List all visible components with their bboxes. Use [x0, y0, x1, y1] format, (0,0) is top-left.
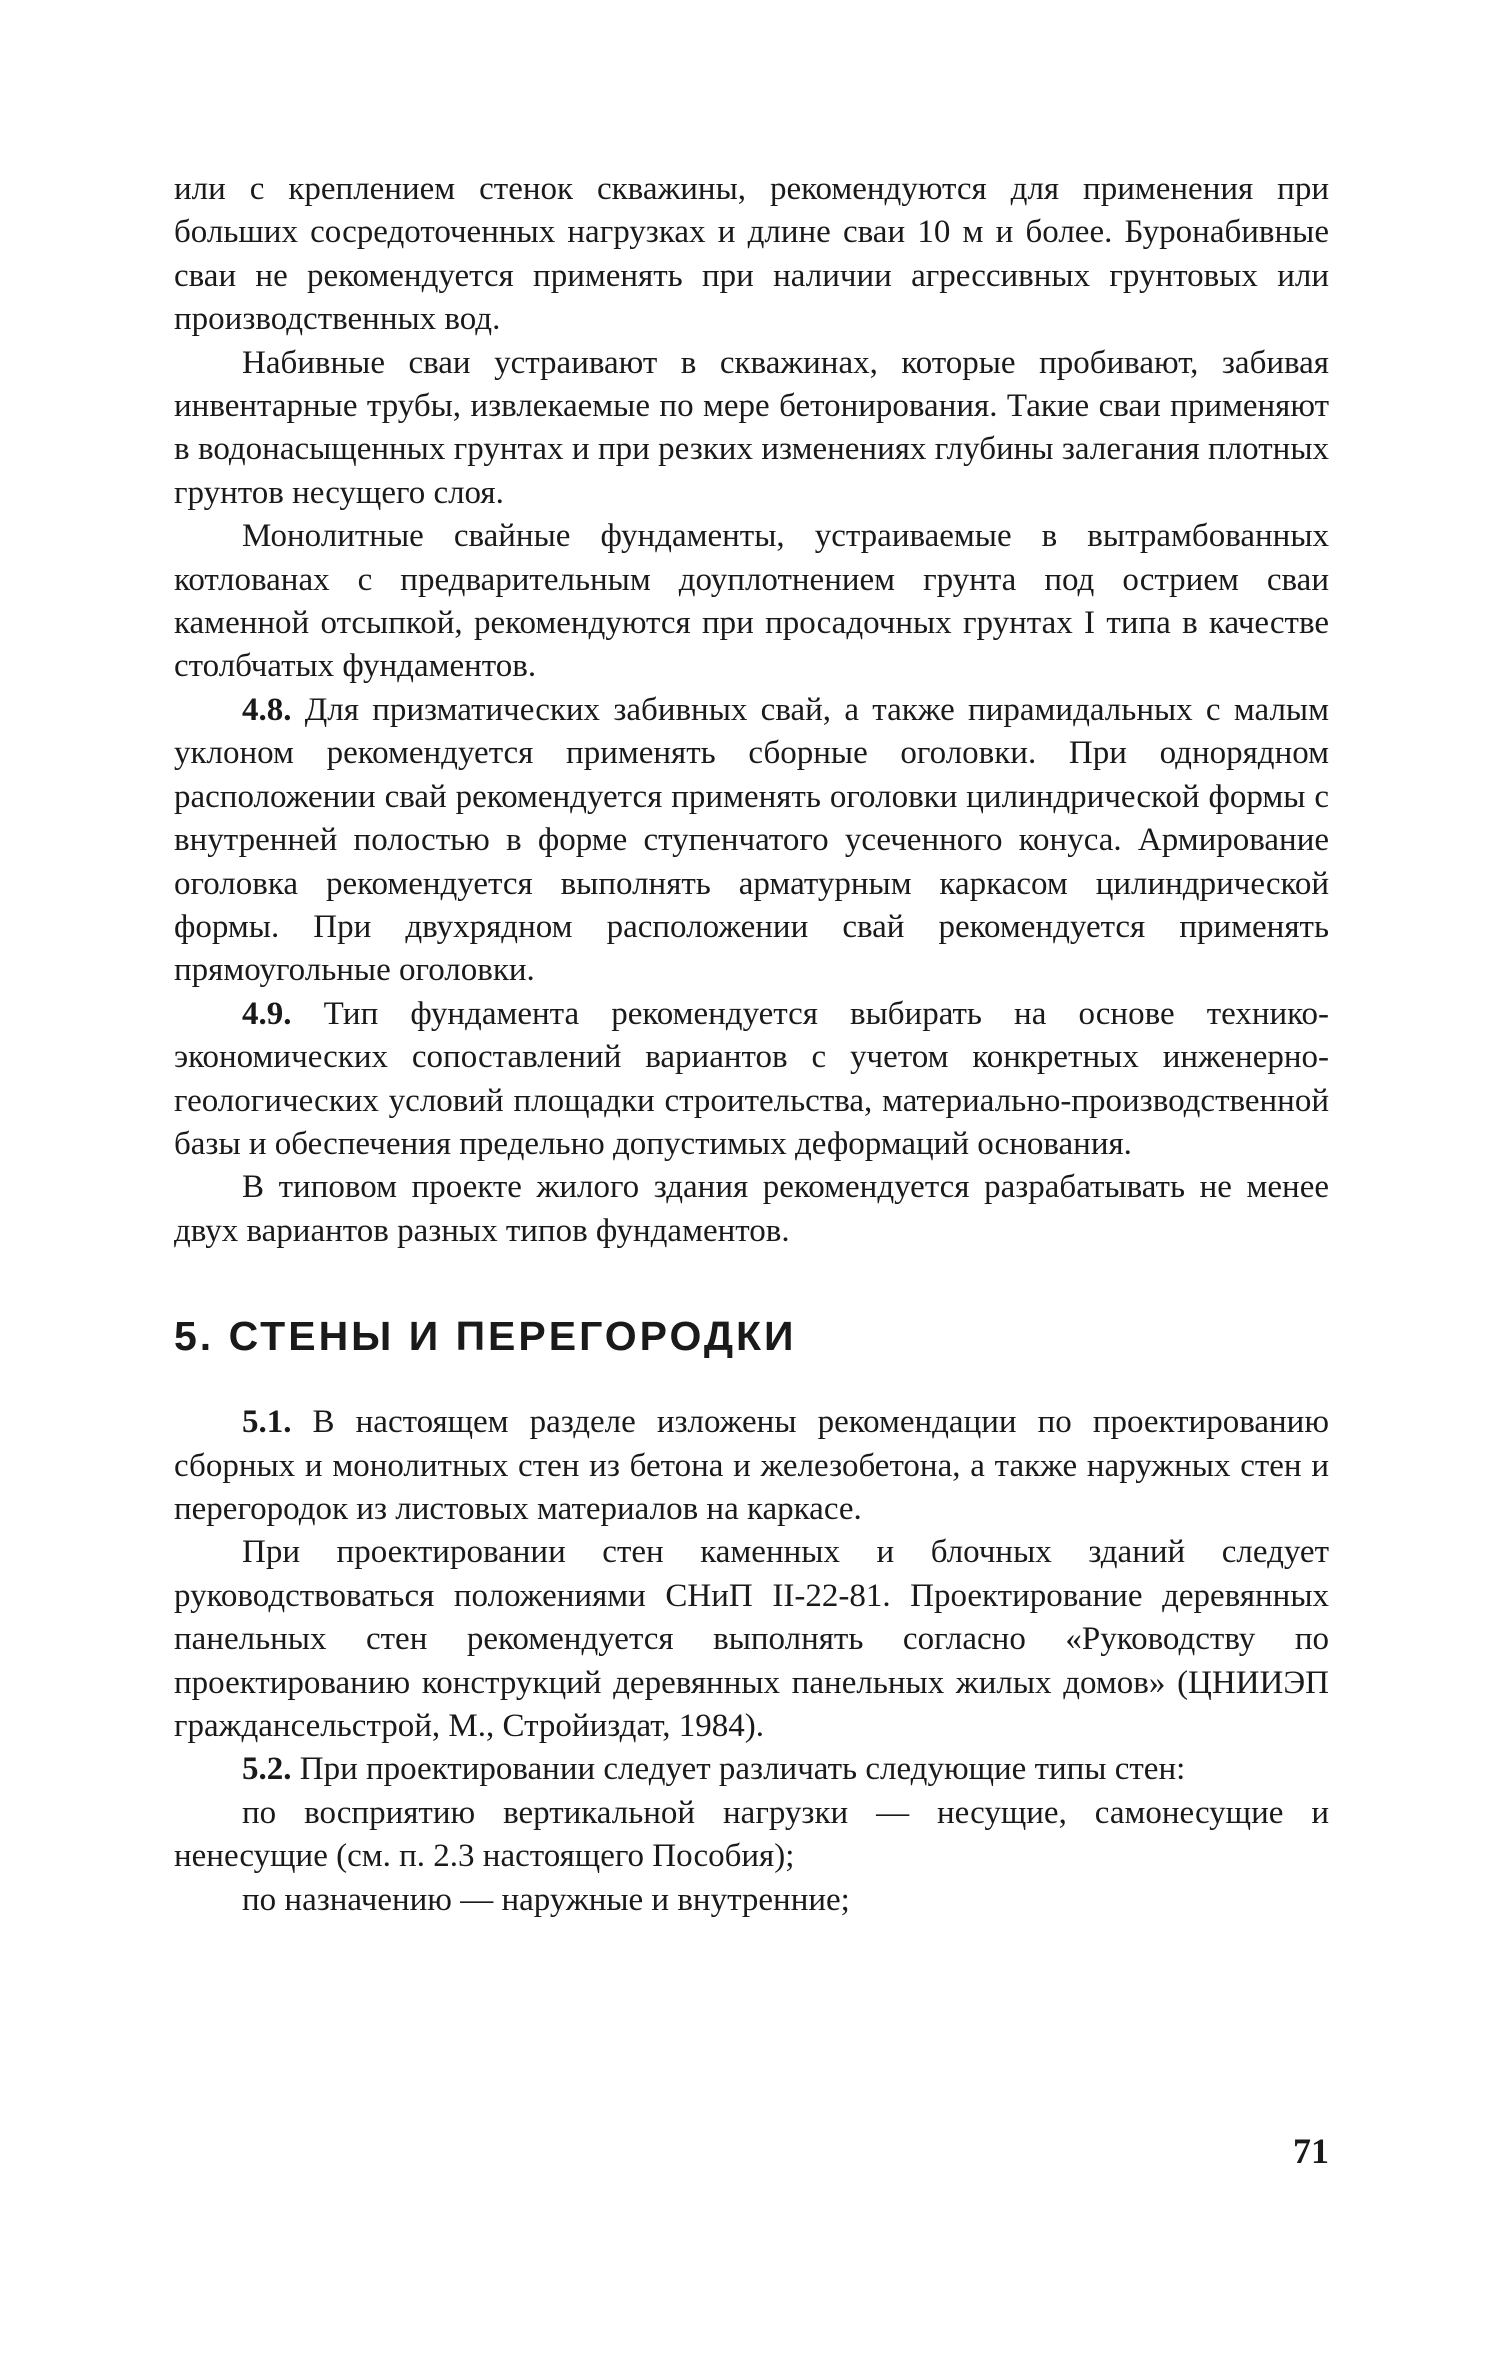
text-block-bottom	[174, 1401, 1329, 1922]
paragraph-text: В типовом проекте жилого здания рекомендуется разрабатывать не менее двух вариантов разных типов фундаментов.	[174, 1169, 1329, 1249]
paragraph-text: В настоящем разделе изложены рекомендации по проектированию сборных и монолитных стен из бетона и железобетона, а также наружных стен и перегородок из листовых материалов на каркасе.	[174, 1404, 1329, 1527]
paragraph-text: Набивные сваи устраивают в скважинах, которые пробивают, забивая инвентарные трубы, извлекаемые по мере бетонирования. Такие сваи применяют в водонасыщенных грунтах и при резких изменениях глубины залегания плотных грунтов несущего слоя.	[174, 344, 1329, 511]
paragraph-text: Тип фундамента рекомендуется выбирать на основе технико-экономических сопоставлений вариантов с учетом конкретных инженерно-геологических условий площадки строительства, материально-производственной базы и обеспечения предельно допустимых деформаций основания.	[174, 995, 1329, 1162]
paragraph	[174, 342, 1329, 516]
paragraph	[174, 1879, 1329, 1922]
paragraph	[174, 993, 1329, 1167]
paragraph	[174, 1401, 1329, 1531]
paragraph-text: по восприятию вертикальной нагрузки — несущие, самонесущие и ненесущие (см. п. 2.3 настоящего Пособия);	[174, 1794, 1329, 1875]
paragraph	[174, 1531, 1329, 1748]
clause-number: 5.1.	[242, 1404, 292, 1441]
paragraph-text: При проектировании стен каменных и блочных зданий следует руководствоваться положениями СНиП II-22-81. Проектирование деревянных панельных стен рекомендуется выполнять согласно «Руководству по проектированию конструкций деревянных панельных жилых домов» (ЦНИИЭП граждансельстрой, М., Стройиздат, 1984).	[174, 1534, 1329, 1744]
paragraph	[174, 515, 1329, 689]
paragraph-text: или с креплением стенок скважины, рекомендуются для применения при больших сосредоточенных нагрузках и длине сваи 10 м и более. Буронабивные сваи не рекомендуется применять при наличии агрессивных грунтовых или производственных вод.	[174, 171, 1329, 338]
page-body	[174, 168, 1329, 1922]
paragraph	[174, 1166, 1329, 1253]
paragraph-text: Монолитные свайные фундаменты, устраиваемые в вытрамбованных котлованах с предварительным доуплотнением грунта под острием сваи каменной отсыпкой, рекомендуются при просадочных грунтах I типа в качестве столбчатых фундаментов.	[174, 518, 1329, 685]
paragraph-text: по назначению — наружные и внутренние;	[242, 1881, 850, 1918]
clause-number: 4.9.	[242, 995, 292, 1032]
section-heading: 5. СТЕНЫ И ПЕРЕГОРОДКИ	[174, 1313, 797, 1360]
paragraph-text: Для призматических забивных свай, а также пирамидальных с малым уклоном рекомендуется применять сборные оголовки. При однорядном расположении свай рекомендуется применять оголовки цилиндрической формы с внутренней полостью в форме ступенчатого усеченного конуса. Армирование оголовка рекомендуется выполнять арматурным каркасом цилиндрической формы. При двухрядном расположении свай рекомендуется применять прямоугольные оголовки.	[174, 691, 1329, 989]
paragraph	[174, 1792, 1329, 1879]
paragraph-text: При проектировании следует различать следующие типы стен:	[291, 1751, 1186, 1788]
text-block-top	[174, 168, 1329, 1253]
clause-number: 4.8.	[242, 691, 292, 728]
page-number: 71	[1293, 2131, 1329, 2171]
paragraph	[174, 689, 1329, 993]
clause-number: 5.2.	[242, 1751, 292, 1788]
paragraph	[174, 168, 1329, 342]
paragraph	[174, 1748, 1329, 1791]
